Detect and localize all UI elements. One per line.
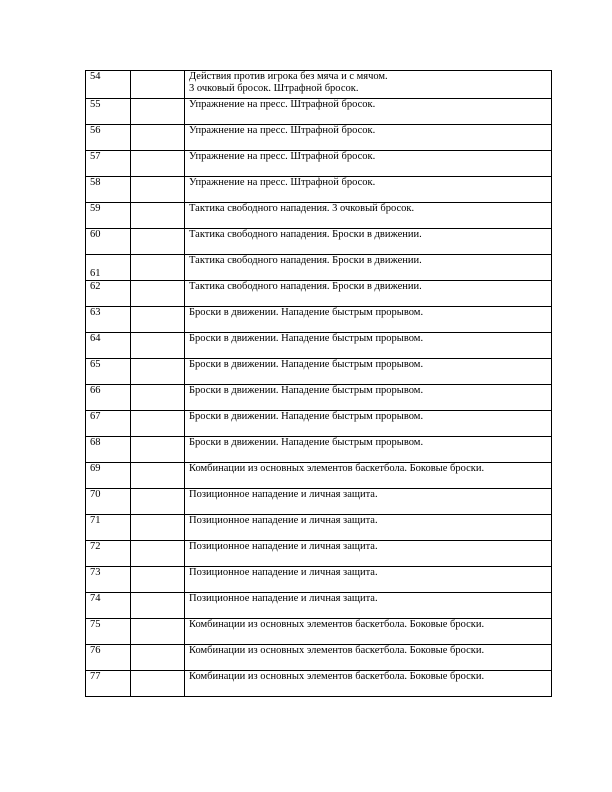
lesson-topic-cell: Тактика свободного нападения. Броски в движении. (185, 229, 552, 255)
lesson-topic-line: 3 очковый бросок. Штрафной бросок. (189, 83, 359, 94)
lesson-number-cell: 75 (86, 619, 131, 645)
table-row (86, 671, 552, 697)
table-row (86, 567, 552, 593)
lesson-number-cell: 68 (86, 437, 131, 463)
table-row (86, 177, 552, 203)
lesson-topic-cell: Упражнение на пресс. Штрафной бросок. (185, 151, 552, 177)
lesson-topic-cell: Позиционное нападение и личная защита. (185, 567, 552, 593)
table-row (86, 203, 552, 229)
table-row (86, 125, 552, 151)
lesson-number-cell: 73 (86, 567, 131, 593)
date-cell (131, 411, 185, 437)
lesson-number-cell: 58 (86, 177, 131, 203)
table-row (86, 385, 552, 411)
date-cell (131, 333, 185, 359)
date-cell (131, 489, 185, 515)
lesson-number-cell: 71 (86, 515, 131, 541)
date-cell (131, 567, 185, 593)
table-row (86, 333, 552, 359)
table-row (86, 541, 552, 567)
lesson-topic-cell: Упражнение на пресс. Штрафной бросок. (185, 125, 552, 151)
lesson-topic-cell: Тактика свободного нападения. 3 очковый бросок. (185, 203, 552, 229)
lesson-number-cell: 74 (86, 593, 131, 619)
lesson-topic-cell: Броски в движении. Нападение быстрым прорывом. (185, 359, 552, 385)
lesson-number-cell: 66 (86, 385, 131, 411)
table-row (86, 411, 552, 437)
lesson-number-cell: 70 (86, 489, 131, 515)
table-row (86, 645, 552, 671)
date-cell (131, 359, 185, 385)
lesson-topic-cell: Комбинации из основных элементов баскетбола. Боковые броски. (185, 463, 552, 489)
date-cell (131, 385, 185, 411)
table-row (86, 463, 552, 489)
table-row (86, 307, 552, 333)
lesson-topic-cell: Броски в движении. Нападение быстрым прорывом. (185, 333, 552, 359)
date-cell (131, 229, 185, 255)
date-cell (131, 593, 185, 619)
lesson-topic-cell: Позиционное нападение и личная защита. (185, 593, 552, 619)
date-cell (131, 671, 185, 697)
lesson-number-cell: 56 (86, 125, 131, 151)
lesson-plan-table (85, 70, 552, 697)
lesson-number-cell: 62 (86, 281, 131, 307)
table-row (86, 99, 552, 125)
date-cell (131, 151, 185, 177)
date-cell (131, 71, 185, 99)
lesson-topic-cell: Тактика свободного нападения. Броски в движении. (185, 255, 552, 281)
date-cell (131, 281, 185, 307)
date-cell (131, 203, 185, 229)
date-cell (131, 515, 185, 541)
table-row (86, 281, 552, 307)
lesson-topic-cell (185, 71, 552, 99)
lesson-topic-cell: Упражнение на пресс. Штрафной бросок. (185, 177, 552, 203)
lesson-topic-cell: Позиционное нападение и личная защита. (185, 541, 552, 567)
lesson-topic-cell: Броски в движении. Нападение быстрым прорывом. (185, 307, 552, 333)
lesson-number-cell: 67 (86, 411, 131, 437)
lesson-number-cell: 55 (86, 99, 131, 125)
date-cell (131, 437, 185, 463)
date-cell (131, 645, 185, 671)
lesson-number-cell: 76 (86, 645, 131, 671)
lesson-number-cell: 77 (86, 671, 131, 697)
table-row (86, 515, 552, 541)
lesson-number-cell: 63 (86, 307, 131, 333)
lesson-topic-cell: Броски в движении. Нападение быстрым прорывом. (185, 411, 552, 437)
lesson-topic-cell: Тактика свободного нападения. Броски в движении. (185, 281, 552, 307)
lesson-number-cell: 54 (86, 71, 131, 99)
date-cell (131, 99, 185, 125)
table-row (86, 619, 552, 645)
date-cell (131, 619, 185, 645)
date-cell (131, 255, 185, 281)
date-cell (131, 177, 185, 203)
lesson-topic-cell: Позиционное нападение и личная защита. (185, 515, 552, 541)
lesson-number-cell: 61 (86, 255, 131, 281)
date-cell (131, 541, 185, 567)
table-row (86, 71, 552, 99)
date-cell (131, 463, 185, 489)
lesson-number-cell: 60 (86, 229, 131, 255)
lesson-number-cell: 57 (86, 151, 131, 177)
lesson-topic-line: Действия против игрока без мяча и с мячом. (189, 71, 388, 82)
lesson-plan-table-body (86, 71, 552, 697)
lesson-topic-cell: Комбинации из основных элементов баскетбола. Боковые броски. (185, 645, 552, 671)
lesson-topic-cell: Позиционное нападение и личная защита. (185, 489, 552, 515)
lesson-topic-cell: Броски в движении. Нападение быстрым прорывом. (185, 385, 552, 411)
lesson-number-cell: 59 (86, 203, 131, 229)
lesson-number-cell: 72 (86, 541, 131, 567)
date-cell (131, 307, 185, 333)
lesson-topic-cell: Комбинации из основных элементов баскетбола. Боковые броски. (185, 671, 552, 697)
table-row (86, 489, 552, 515)
table-row (86, 151, 552, 177)
table-row (86, 229, 552, 255)
date-cell (131, 125, 185, 151)
table-row (86, 255, 552, 281)
table-row (86, 437, 552, 463)
lesson-topic-cell: Броски в движении. Нападение быстрым прорывом. (185, 437, 552, 463)
table-row (86, 593, 552, 619)
lesson-number-cell: 64 (86, 333, 131, 359)
lesson-number-cell: 69 (86, 463, 131, 489)
lesson-number-cell: 65 (86, 359, 131, 385)
table-row (86, 359, 552, 385)
lesson-topic-cell: Комбинации из основных элементов баскетбола. Боковые броски. (185, 619, 552, 645)
lesson-topic-cell: Упражнение на пресс. Штрафной бросок. (185, 99, 552, 125)
